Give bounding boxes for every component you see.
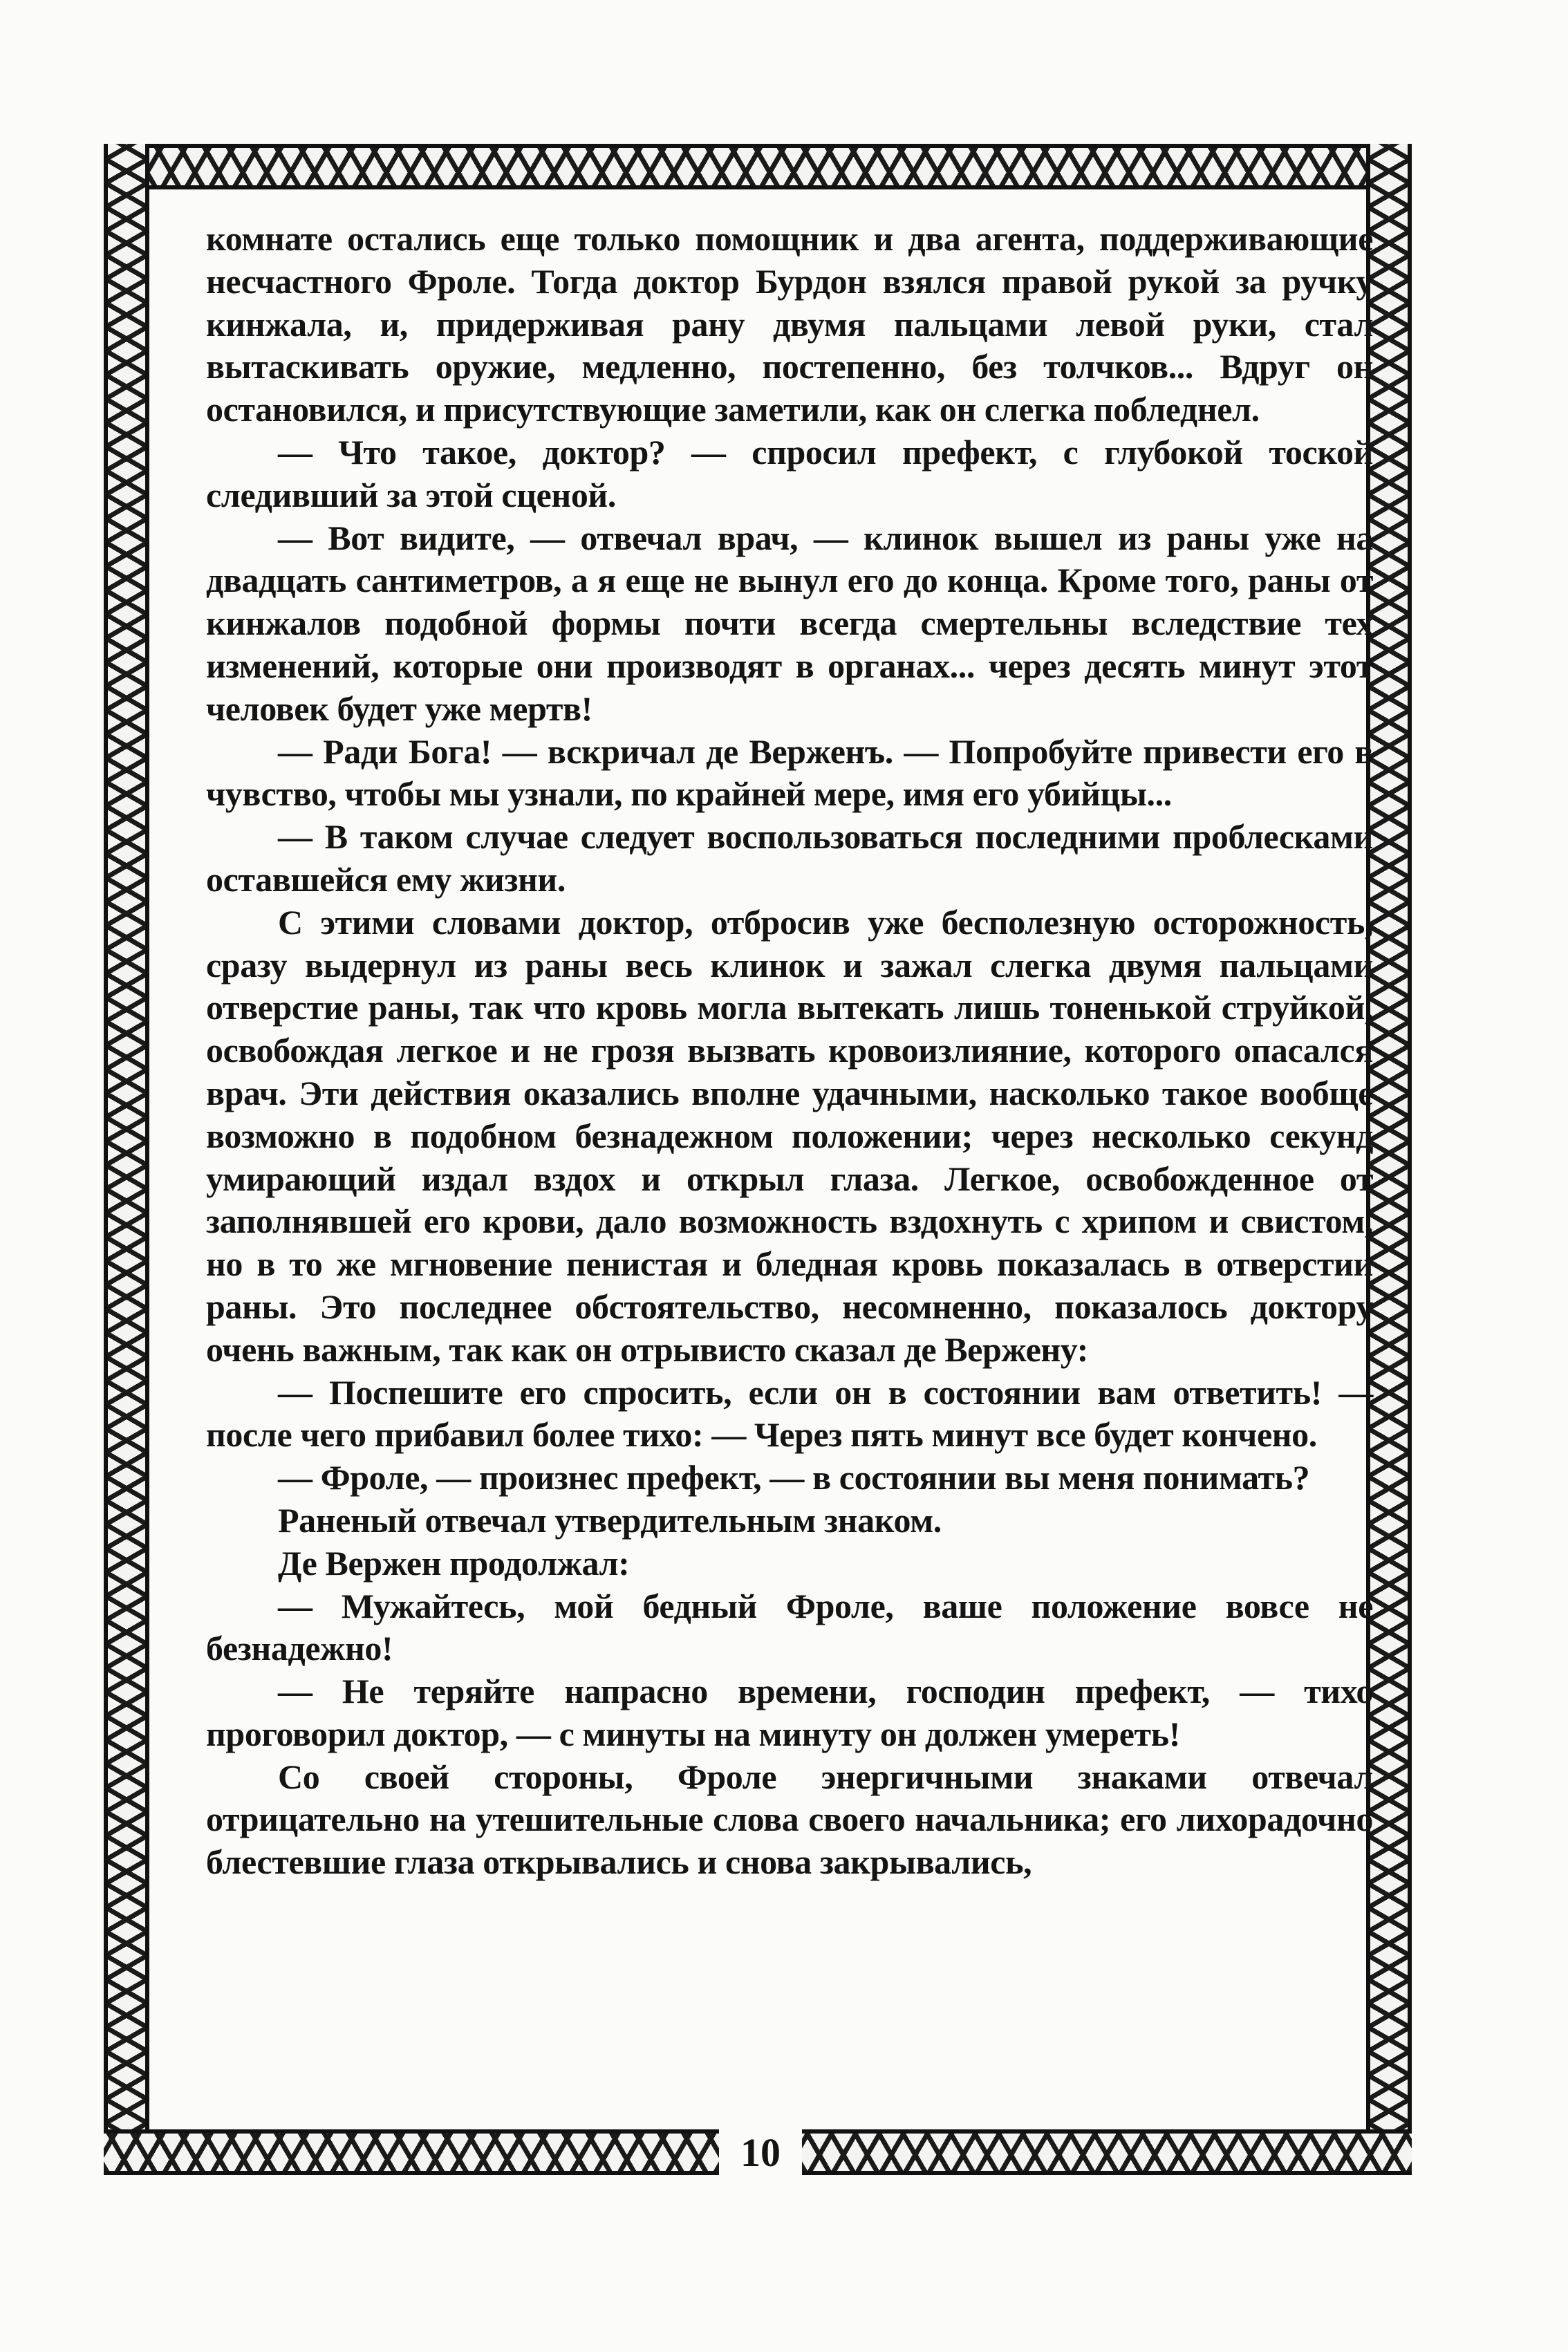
ornament-border-bottom-left	[104, 2129, 719, 2175]
paragraph: — Мужайтесь, мой бедный Фроле, ваше положение вовсе не безнадежно!	[206, 1586, 1373, 1668]
body-text	[206, 218, 1373, 1884]
ornament-border-top	[104, 144, 1412, 189]
ornament-border-left	[104, 144, 149, 2175]
paragraph: — Фроле, — произнес префект, — в состоянии вы меня понимать?	[278, 1458, 1310, 1497]
paragraph: комнате остались еще только помощник и два агента, поддерживающие несчастного Фроле. Тогда доктор Бурдон взялся правой рукой за ручку кинжала, и, придерживая рану двумя пальцами левой руки, стал вытаскивать оружие, медленно, постепенно, без толчков... Вдруг он остановился, и присутствующие заметили, как он слегка побледнел.	[206, 219, 1373, 429]
ornament-border-bottom-right	[802, 2129, 1412, 2175]
paragraph: — В таком случае следует воспользоваться последними проблесками оставшейся ему жизни.	[206, 817, 1373, 899]
paragraph: — Не теряйте напрасно времени, господин префект, — тихо проговорил доктор, — с минуты на минуту он должен умереть!	[206, 1672, 1373, 1753]
paragraph: С этими словами доктор, отбросив уже бесполезную осторожность, сразу выдернул из раны весь клинок и зажал слегка двумя пальцами отверстие раны, так что кровь могла вытекать лишь тоненькой струйкой, освобождая легкое и не грозя вызвать кровоизлияние, которого опасался врач. Эти действия оказались вполне удачными, насколько такое вообще возможно в подобном безнадежном положении; через несколько секунд умирающий издал вздох и открыл глаза. Легкое, освобожденное от заполнявшей его крови, дало возможность вздохнуть с хрипом и свистом, но в то же мгновение пенистая и бледная кровь показалась в отверстии раны. Это последнее обстоятельство, несомненно, показалось доктору очень важным, так как он отрывисто сказал де Вержену:	[206, 902, 1373, 1369]
paragraph: — Что такое, доктор? — спросил префект, с глубокой тоской следивший за этой сценой.	[206, 432, 1373, 514]
paragraph: — Ради Бога! — вскричал де Верженъ. — Попробуйте привести его в чувство, чтобы мы узнали, по крайней мере, имя его убийцы...	[206, 731, 1373, 814]
paragraph: Со своей стороны, Фроле энергичными знаками отвечал отрицательно на утешительные слова своего начальника; его лихорадочно блестевшие глаза открывались и снова закрывались,	[206, 1757, 1373, 1882]
paragraph: — Поспешите его спросить, если он в состоянии вам ответить! — после чего прибавил более тихо: — Через пять минут все будет кончено.	[206, 1372, 1373, 1455]
paragraph: Раненый отвечал утвердительным знаком.	[278, 1500, 942, 1540]
paragraph: — Вот видите, — отвечал врач, — клинок вышел из раны уже на двадцать сантиметров, а я еще не вынул его до конца. Кроме того, раны от кинжалов подобной формы почти всегда смертельны вследствие тех изменений, которые они производят в органах... через десять минут этот человек будет уже мертв!	[206, 518, 1373, 728]
page-number: 10	[740, 2130, 781, 2175]
paragraph: Де Вержен продолжал:	[278, 1543, 630, 1583]
